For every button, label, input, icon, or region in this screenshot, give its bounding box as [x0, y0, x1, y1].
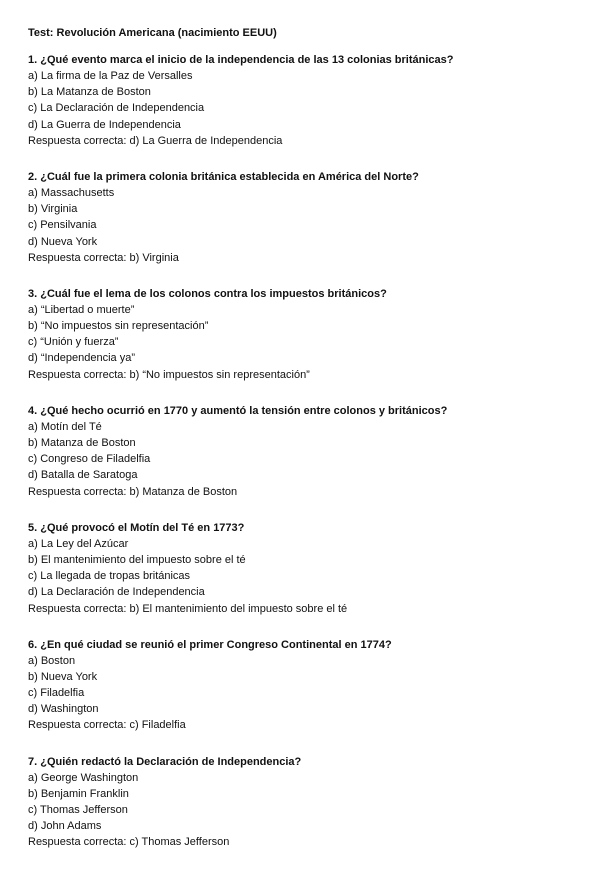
option-c: c) “Unión y fuerza”: [28, 336, 119, 349]
option-d: d) Washington: [28, 703, 99, 716]
option-b: b) Benjamin Franklin: [28, 787, 129, 800]
option-c: c) Thomas Jefferson: [28, 804, 128, 816]
correct-answer: Respuesta correcta: b) “No impuestos sin representación”: [28, 368, 310, 381]
option-c: c) La Declaración de Independencia: [28, 102, 205, 115]
question-block-6: [28, 637, 580, 734]
option-b: b) Nueva York: [28, 670, 98, 683]
option-c: c) Filadelfia: [28, 687, 85, 700]
option-b: b) “No impuestos sin representación”: [28, 320, 209, 333]
correct-answer: Respuesta correcta: c) Thomas Jefferson: [28, 836, 230, 849]
correct-answer: Respuesta correcta: b) El mantenimiento del impuesto sobre el té: [28, 602, 348, 615]
question-text: 2. ¿Cuál fue la primera colonia británica establecida en América del Norte?: [28, 170, 419, 183]
question-text: 5. ¿Qué provocó el Motín del Té en 1773?: [28, 521, 245, 534]
option-d: d) “Independencia ya”: [28, 352, 136, 365]
correct-answer: Respuesta correcta: c) Filadelfia: [28, 719, 186, 732]
option-d: d) John Adams: [28, 820, 102, 833]
option-a: a) “Libertad o muerte”: [28, 303, 135, 316]
correct-answer: Respuesta correcta: b) Virginia: [28, 251, 179, 264]
question-text: 7. ¿Quién redactó la Declaración de Independencia?: [28, 755, 302, 768]
question-block-1: [28, 52, 580, 149]
question-block-2: [28, 169, 580, 266]
document-title: Test: Revolución Americana (nacimiento EEUU): [28, 27, 277, 39]
question-text: 6. ¿En qué ciudad se reunió el primer Congreso Continental en 1774?: [28, 638, 392, 651]
correct-answer: Respuesta correcta: b) Matanza de Boston: [28, 485, 238, 498]
correct-answer: Respuesta correcta: d) La Guerra de Independencia: [28, 134, 283, 147]
option-b: b) La Matanza de Boston: [28, 86, 151, 99]
question-block-5: [28, 520, 580, 617]
question-block-4: [28, 403, 580, 500]
option-b: b) Virginia: [28, 203, 78, 216]
option-c: c) Congreso de Filadelfia: [28, 453, 151, 466]
option-a: a) La Ley del Azúcar: [28, 537, 129, 550]
question-text: 3. ¿Cuál fue el lema de los colonos contra los impuestos británicos?: [28, 287, 387, 300]
option-c: c) La llegada de tropas británicas: [28, 570, 191, 583]
option-a: a) Massachusetts: [28, 186, 115, 199]
option-d: d) Nueva York: [28, 235, 98, 248]
question-text: 1. ¿Qué evento marca el inicio de la independencia de las 13 colonias británicas?: [28, 54, 454, 66]
option-c: c) Pensilvania: [28, 219, 97, 232]
option-b: b) El mantenimiento del impuesto sobre el té: [28, 553, 246, 566]
option-d: d) La Declaración de Independencia: [28, 586, 205, 599]
option-a: a) Boston: [28, 654, 76, 667]
option-a: a) Motín del Té: [28, 420, 102, 433]
question-block-7: [28, 754, 580, 851]
option-a: a) La firma de la Paz de Versalles: [28, 70, 193, 82]
document-page: [28, 25, 580, 871]
option-d: d) Batalla de Saratoga: [28, 469, 138, 482]
option-d: d) La Guerra de Independencia: [28, 118, 181, 131]
option-b: b) Matanza de Boston: [28, 437, 136, 449]
question-block-3: [28, 286, 580, 383]
option-a: a) George Washington: [28, 771, 139, 784]
question-text: 4. ¿Qué hecho ocurrió en 1770 y aumentó la tensión entre colonos y británicos?: [28, 404, 448, 417]
